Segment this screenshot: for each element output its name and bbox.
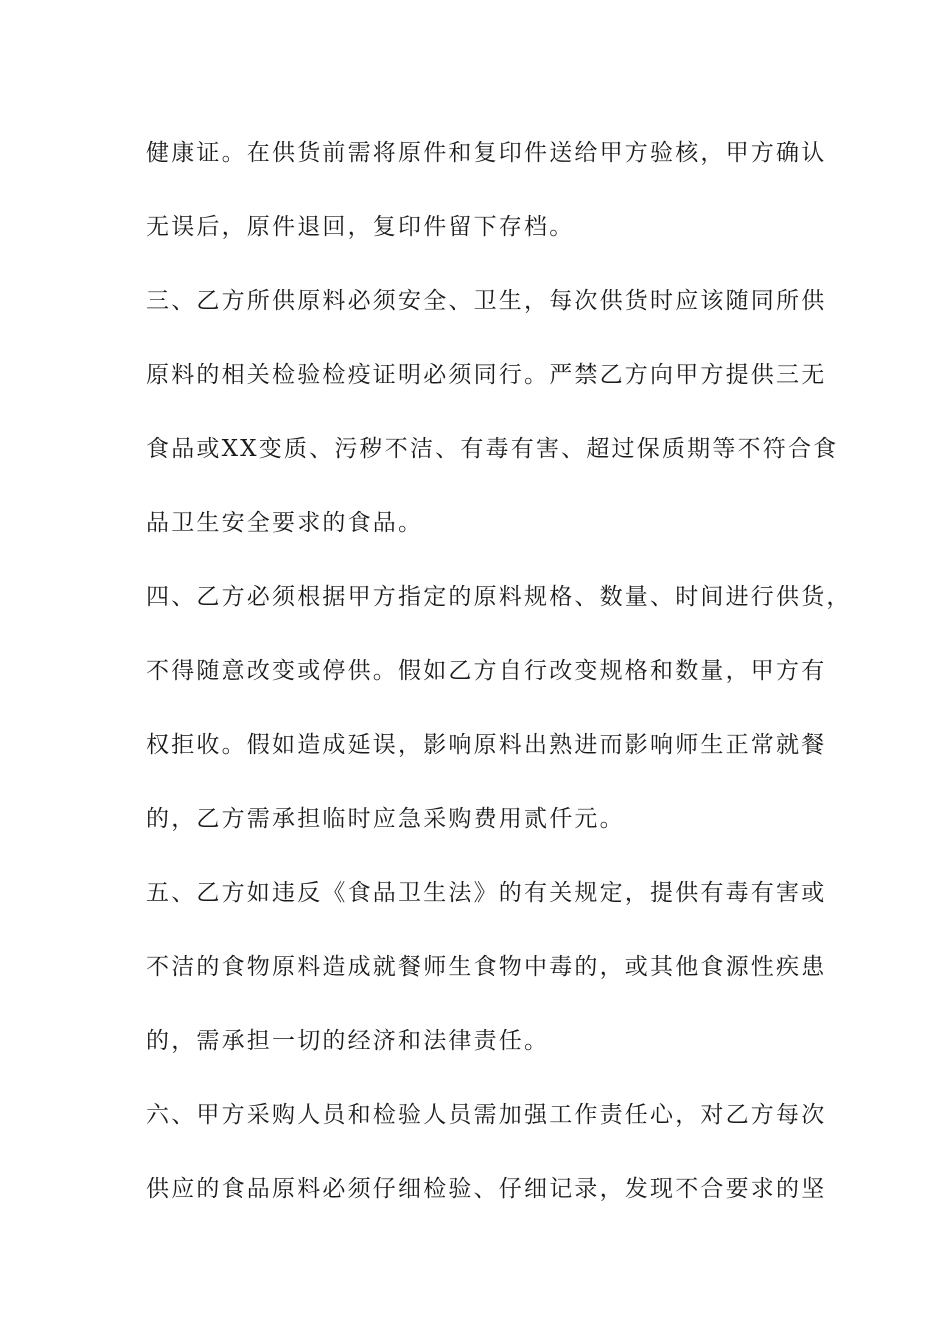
text-line: 六、甲方采购人员和检验人员需加强工作责任心，对乙方每次 xyxy=(146,1102,827,1128)
text-line: 供应的食品原料必须仔细检验、仔细记录，发现不合要求的坚 xyxy=(146,1176,827,1202)
text-line: 无误后，原件退回，复印件留下存档。 xyxy=(146,214,575,240)
text-line: 的，需承担一切的经济和法律责任。 xyxy=(146,1028,550,1054)
text-line: 的，乙方需承担临时应急采购费用贰仟元。 xyxy=(146,806,625,832)
text-line: 品卫生安全要求的食品。 xyxy=(146,510,424,536)
text-line: 原料的相关检验检疫证明必须同行。严禁乙方向甲方提供三无 xyxy=(146,362,827,388)
text-line: 权拒收。假如造成延误，影响原料出熟进而影响师生正常就餐 xyxy=(146,732,827,758)
text-line: 食品或XX变质、污秽不洁、有毒有害、超过保质期等不符合食 xyxy=(146,436,839,462)
text-line: 五、乙方如违反《食品卫生法》的有关规定，提供有毒有害或 xyxy=(146,880,827,906)
text-line: 四、乙方必须根据甲方指定的原料规格、数量、时间进行供货， xyxy=(146,584,852,610)
text-line: 三、乙方所供原料必须安全、卫生，每次供货时应该随同所供 xyxy=(146,288,827,314)
text-line: 不得随意改变或停供。假如乙方自行改变规格和数量，甲方有 xyxy=(146,658,827,684)
text-line: 不洁的食物原料造成就餐师生食物中毒的，或其他食源性疾患 xyxy=(146,954,827,980)
text-line: 健康证。在供货前需将原件和复印件送给甲方验核，甲方确认 xyxy=(146,140,827,166)
